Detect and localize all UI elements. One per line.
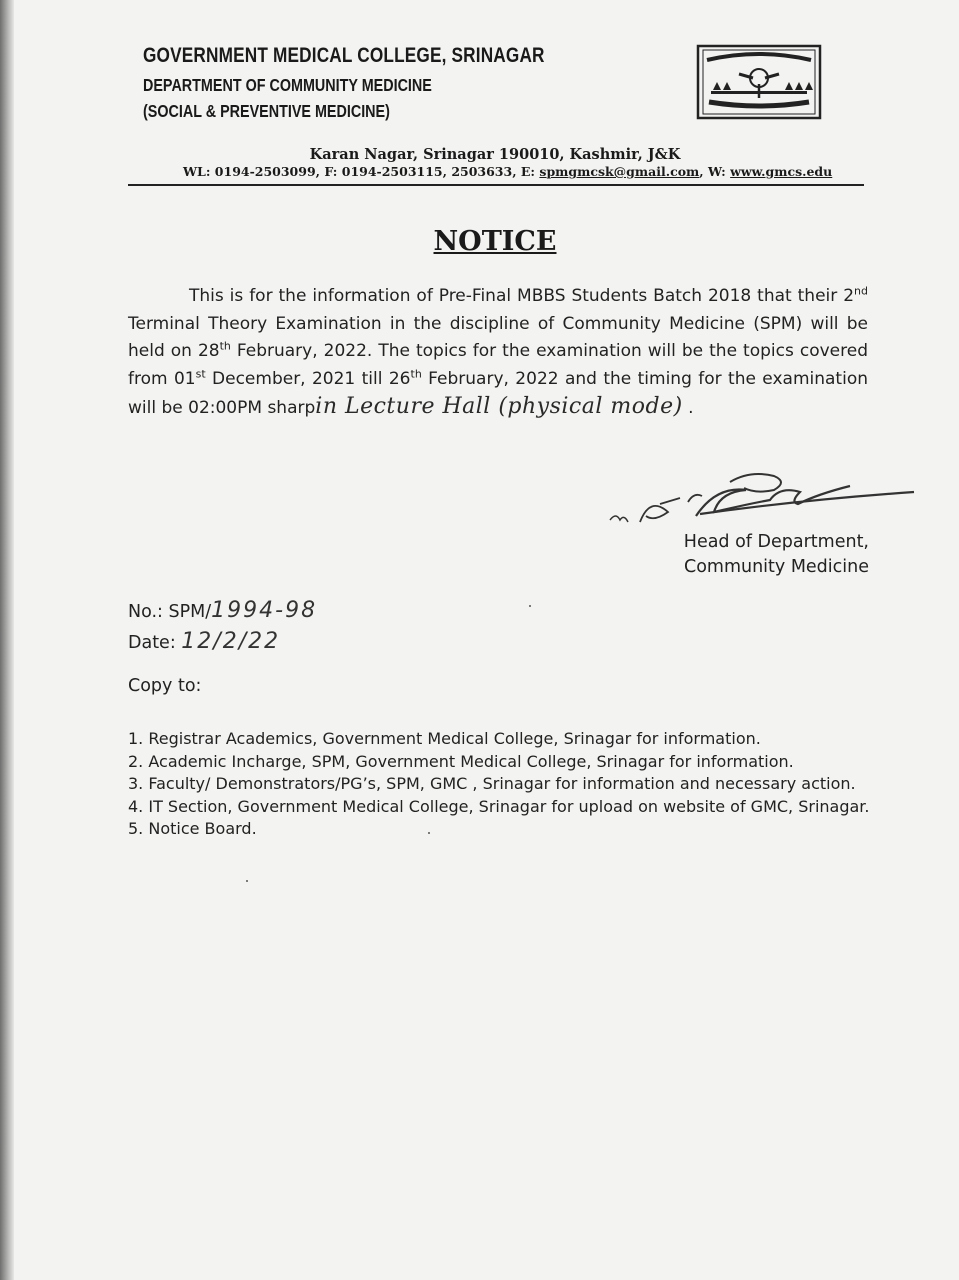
scan-speck — [428, 832, 430, 834]
scan-edge — [0, 0, 14, 1280]
reference-number: No.: SPM/1994-98 — [128, 598, 318, 623]
website-link: www.gmcs.edu — [730, 164, 833, 179]
scan-speck — [529, 605, 531, 607]
reference-block — [128, 596, 317, 658]
handwritten-number: 1994-98 — [211, 598, 318, 623]
email-link: spmgmcsk@gmail.com — [539, 164, 700, 179]
list-item: 5. Notice Board. — [128, 819, 257, 838]
list-item: 4. IT Section, Government Medical College, Srinagar for upload on website of GMC, Srinagar. — [128, 796, 870, 816]
signatory-department: Community Medicine — [683, 557, 869, 577]
address-line: Karan Nagar, Srinagar 190010, Kashmir, J&K — [309, 146, 681, 163]
scan-speck — [246, 880, 248, 882]
copy-list — [128, 728, 870, 841]
subdepartment-name: (SOCIAL & PREVENTIVE MEDICINE) — [143, 101, 390, 121]
signatory-title: Head of Department, — [683, 532, 869, 552]
reference-date: Date: 12/2/22 — [128, 629, 281, 654]
copy-to-label: Copy to: — [128, 676, 202, 696]
college-name: GOVERNMENT MEDICAL COLLEGE, SRINAGAR — [143, 44, 545, 67]
list-item: 1. Registrar Academics, Government Medical College, Srinagar for information. — [128, 729, 761, 748]
signature — [600, 458, 920, 538]
list-item: 2. Academic Incharge, SPM, Government Medical College, Srinagar for information. — [128, 751, 794, 771]
phone-numbers: WL: 0194-2503099, F: 0194-2503115, 2503633, E: — [183, 164, 540, 179]
notice-body: This is for the information of Pre-Final MBBS Students Batch 2018 that their 2nd Terminal Theory Examination in the discipline of Community Medicine (SPM) will be held on 28th February, 2022. The topics for the examination will be the topics covered from 01st December, 2021 till 26th February, 2022 and the timing for the examination will be 02:00PM sharpin Lecture Hall (physical mode) . — [128, 284, 869, 419]
body-text-1: This is for the information of Pre-Final MBBS Students Batch 2018 that their — [189, 286, 838, 306]
signatory-designation — [678, 530, 869, 580]
handwritten-venue: in Lecture Hall (physical mode) — [315, 394, 683, 419]
list-item: 3. Faculty/ Demonstrators/PG’s, SPM, GMC , Srinagar for information and necessary action. — [128, 774, 856, 793]
department-name: DEPARTMENT OF COMMUNITY MEDICINE — [143, 75, 432, 95]
college-logo — [695, 44, 823, 120]
handwritten-date: 12/2/22 — [181, 629, 281, 654]
header-divider — [128, 184, 864, 186]
notice-title: NOTICE — [433, 226, 557, 257]
web-label: , W: — [699, 164, 731, 179]
contact-line — [183, 164, 832, 179]
